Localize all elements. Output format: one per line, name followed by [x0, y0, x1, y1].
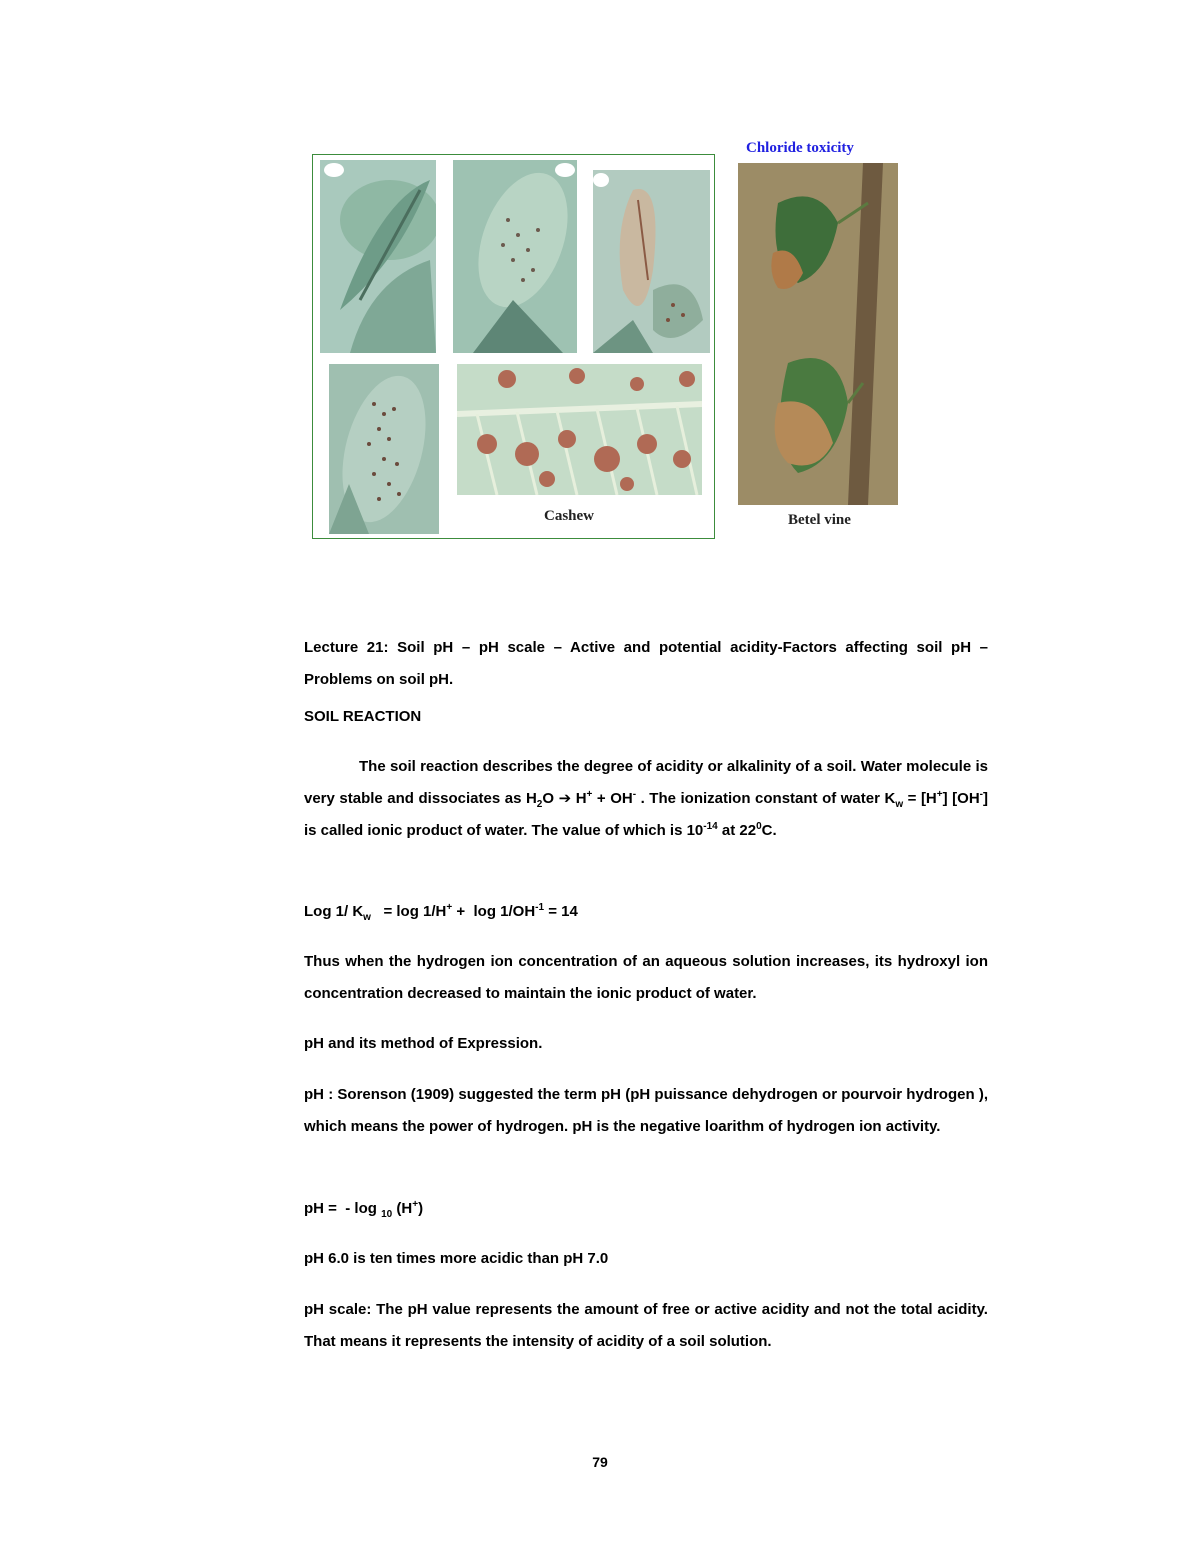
- cashew-caption: Cashew: [544, 508, 595, 524]
- cashew-leaf-photo-1: [320, 160, 436, 353]
- hydrogen-ion-paragraph: Thus when the hydrogen ion concentration of an aqueous solution increases, its hydroxyl ion concentration decreased to maintain the ionic product of water.: [304, 953, 988, 1002]
- soil-reaction-paragraph: The soil reaction describes the degree of acidity or alkalinity of a soil. Water molecule is very stable and dissociates as $H_2O$ ➔ H+ + OH- . The ionization constant of water $K_w = [H^+]$ [OH-] is called ionic product of water. The value of which is $10^{-14}$ at $22^0C$.: [304, 758, 988, 839]
- arrow-icon: ➔: [558, 790, 572, 807]
- cashew-figure-frame: [312, 154, 715, 539]
- betel-vine-caption: Betel vine: [788, 512, 851, 528]
- cashew-leaf-photo-3: [593, 170, 710, 353]
- ph-expression-heading: pH and its method of Expression.: [304, 1035, 543, 1052]
- ph-scale-paragraph: pH scale: The pH value represents the amount of free or active acidity and not the total acidity. That means it represents the intensity of acidity of a soil solution.: [304, 1301, 988, 1350]
- cashew-leaf-closeup-photo: [457, 364, 702, 495]
- cashew-leaf-photo-4: [329, 364, 439, 534]
- ph-comparison-line: pH 6.0 is ten times more acidic than pH 7.0: [304, 1250, 609, 1267]
- section-heading: SOIL REACTION: [304, 708, 422, 725]
- page-number: 79: [592, 1454, 608, 1470]
- betel-vine-photo: [738, 163, 898, 505]
- cashew-leaf-photo-2: [453, 160, 577, 353]
- log-kw-equation: Log 1/ $K_w = \log 1/H^+ + \log 1/OH^{-1} = 14$: [304, 902, 578, 923]
- sorenson-paragraph: pH : Sorenson (1909) suggested the term pH (pH puissance dehydrogen or pourvoir hydrogen ), which means the power of hydrogen. pH is the negative loarithm of hydrogen ion activity.: [304, 1086, 988, 1135]
- ph-scale-lead: pH scale:: [304, 1301, 372, 1318]
- chloride-toxicity-title: Chloride toxicity: [746, 140, 854, 156]
- ph-log-equation: pH = - log $_{10}$ (H+): [304, 1199, 424, 1220]
- lecture-title: Lecture 21: Soil pH – pH scale – Active and potential acidity-Factors affecting soil pH – Problems on soil pH.: [304, 639, 988, 688]
